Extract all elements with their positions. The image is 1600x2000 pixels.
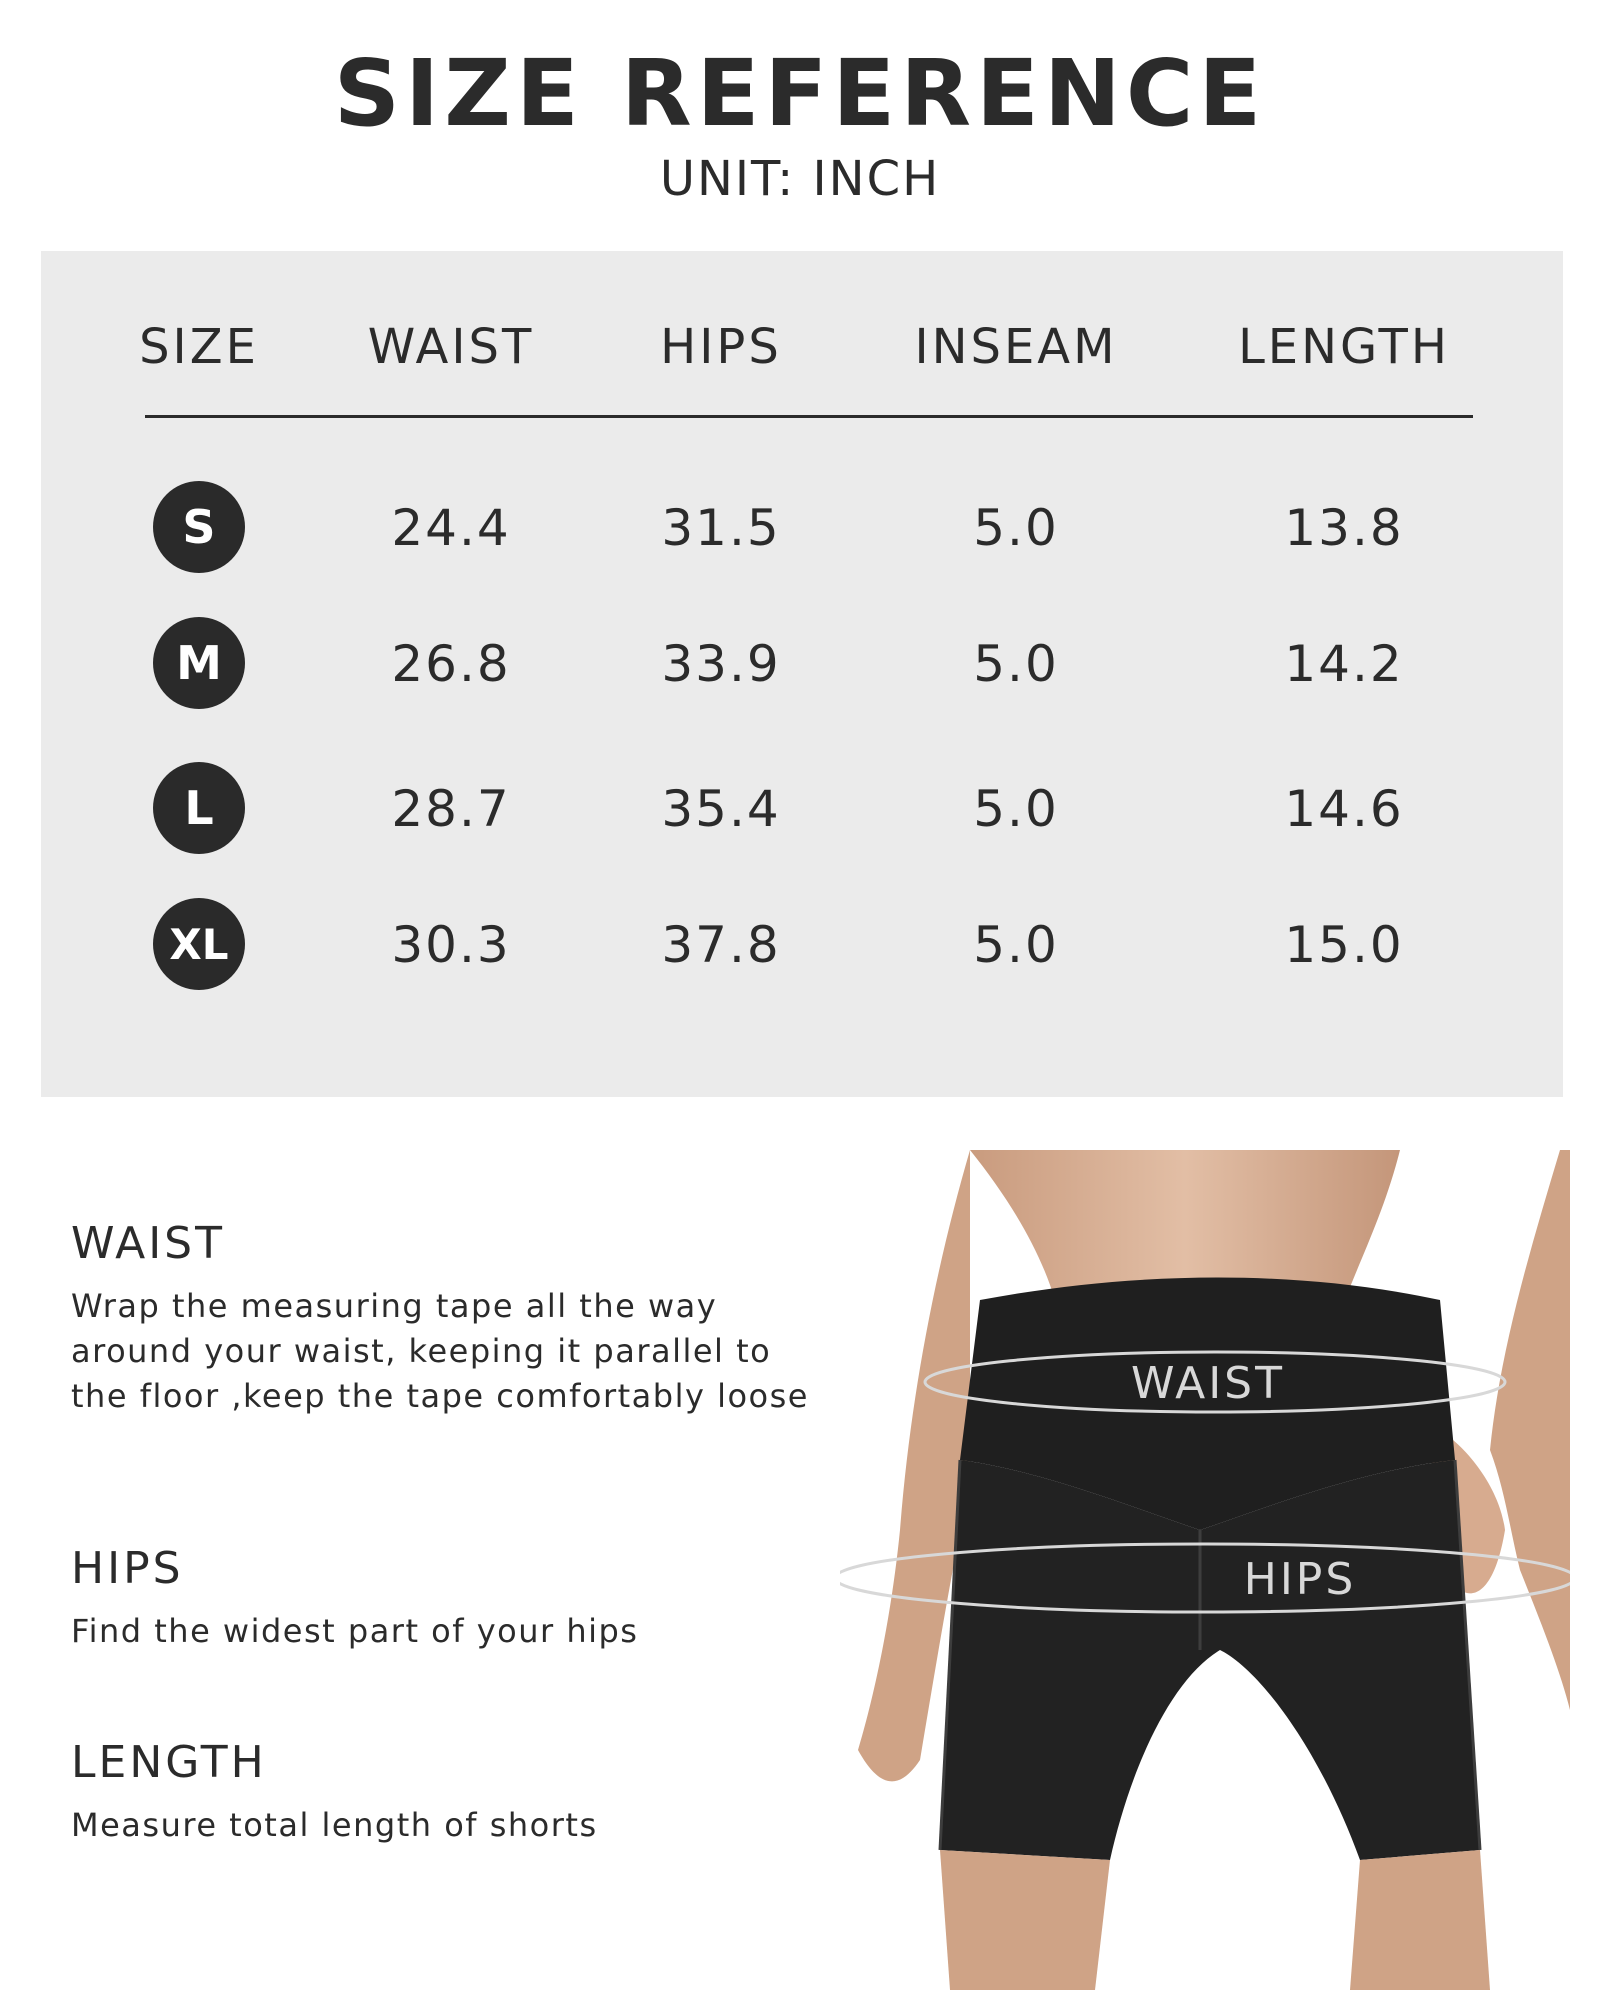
left-leg-shape bbox=[940, 1850, 1110, 1990]
unit-label: UNIT: INCH bbox=[659, 151, 941, 207]
length-heading: LENGTH bbox=[71, 1737, 267, 1788]
size-badge-s: S bbox=[153, 481, 245, 573]
hips-value: 37.8 bbox=[661, 916, 781, 974]
right-leg-shape bbox=[1350, 1850, 1490, 1990]
size-badge-l: L bbox=[153, 762, 245, 854]
hips-description: Find the widest part of your hips bbox=[71, 1612, 639, 1650]
waist-photo-label: WAIST bbox=[1131, 1358, 1285, 1409]
length-value: 15.0 bbox=[1284, 916, 1404, 974]
waist-heading: WAIST bbox=[71, 1218, 225, 1269]
length-value: 13.8 bbox=[1284, 499, 1404, 557]
length-description: Measure total length of shorts bbox=[71, 1806, 598, 1844]
waist-description: Wrap the measuring tape all the way around your waist, keeping it parallel to the floor ,keep the tape comfortably loose bbox=[71, 1287, 809, 1415]
hips-photo-label: HIPS bbox=[1243, 1554, 1357, 1605]
inseam-value: 5.0 bbox=[973, 635, 1059, 693]
inseam-value: 5.0 bbox=[973, 499, 1059, 557]
hips-value: 33.9 bbox=[661, 635, 781, 693]
column-header-waist: WAIST bbox=[367, 319, 535, 375]
waist-value: 28.7 bbox=[391, 780, 511, 838]
model-photo bbox=[840, 1150, 1570, 1990]
waist-value: 24.4 bbox=[391, 499, 511, 557]
hips-instruction bbox=[71, 1543, 811, 1654]
model-illustration bbox=[840, 1150, 1570, 1990]
waist-value: 30.3 bbox=[391, 916, 511, 974]
column-header-size: SIZE bbox=[139, 319, 259, 375]
header-divider bbox=[145, 415, 1473, 418]
inseam-value: 5.0 bbox=[973, 916, 1059, 974]
hips-value: 31.5 bbox=[661, 499, 781, 557]
hips-heading: HIPS bbox=[71, 1543, 184, 1594]
size-badge-xl: XL bbox=[153, 898, 245, 990]
column-header-inseam: INSEAM bbox=[914, 319, 1118, 375]
size-table bbox=[41, 251, 1563, 1097]
column-header-length: LENGTH bbox=[1238, 319, 1450, 375]
waist-value: 26.8 bbox=[391, 635, 511, 693]
column-header-hips: HIPS bbox=[660, 319, 782, 375]
length-value: 14.6 bbox=[1284, 780, 1404, 838]
hips-value: 35.4 bbox=[661, 780, 781, 838]
right-arm-shape bbox=[1490, 1150, 1570, 1710]
length-instruction bbox=[71, 1737, 811, 1848]
page-title: SIZE REFERENCE bbox=[333, 40, 1267, 147]
size-badge-m: M bbox=[153, 617, 245, 709]
torso-shape bbox=[970, 1150, 1400, 1300]
length-value: 14.2 bbox=[1284, 635, 1404, 693]
inseam-value: 5.0 bbox=[973, 780, 1059, 838]
waist-instruction bbox=[71, 1218, 811, 1419]
